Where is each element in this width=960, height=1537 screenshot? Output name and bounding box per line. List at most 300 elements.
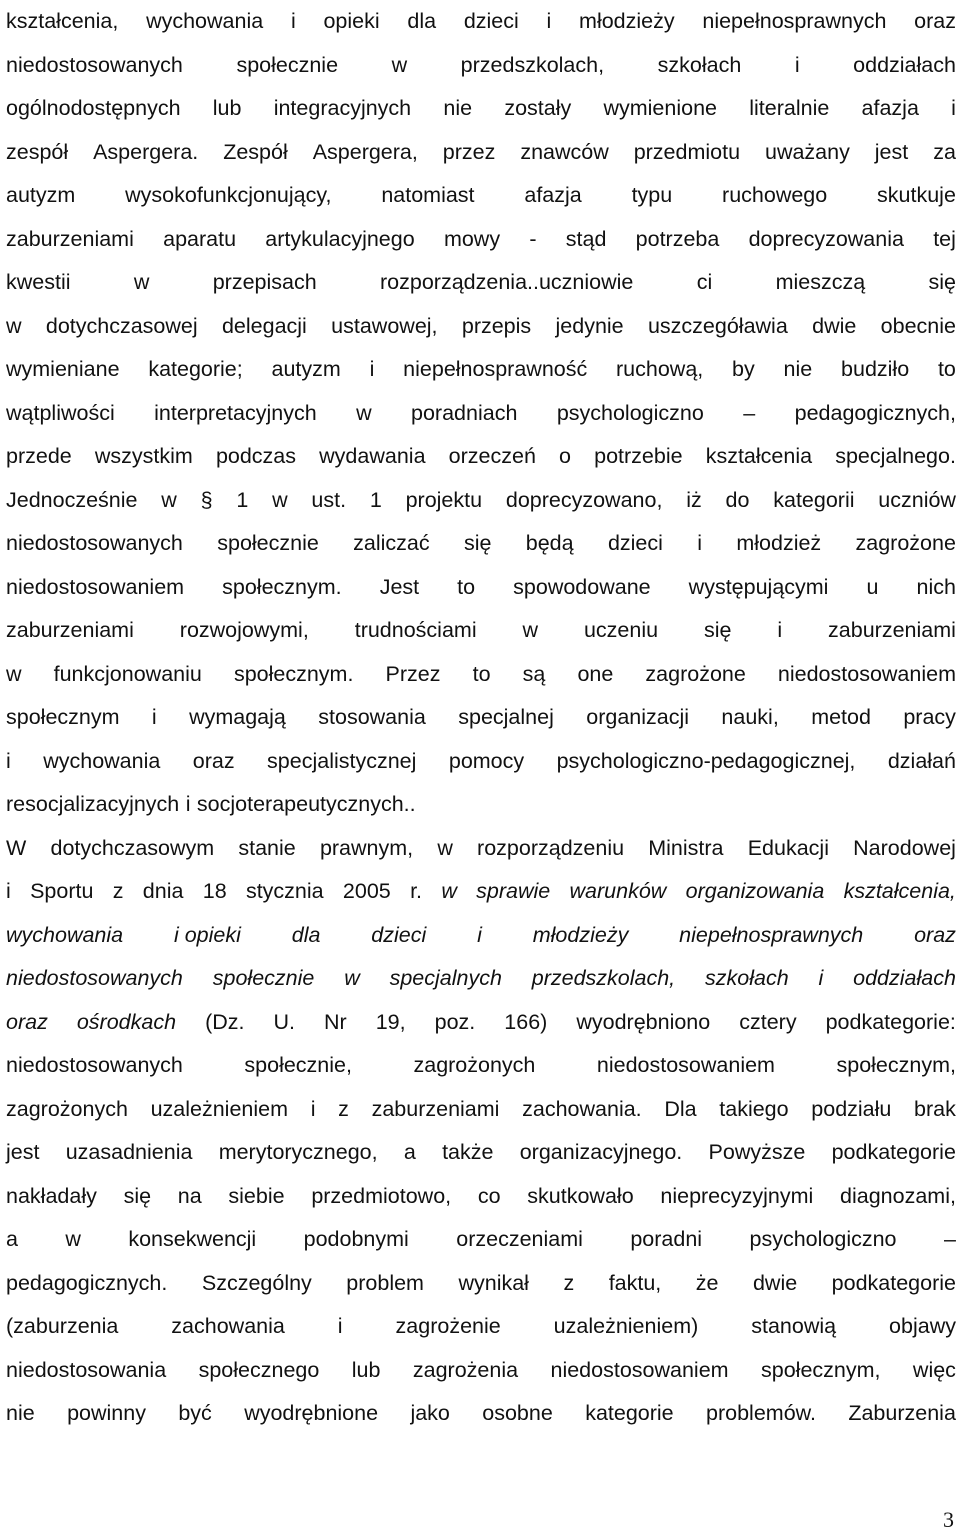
- word: kwestii: [6, 270, 71, 294]
- word: uważany: [764, 139, 850, 164]
- word: młodzieży: [532, 922, 629, 947]
- word: oraz: [914, 922, 956, 947]
- word: i: [185, 792, 191, 816]
- word: zachowania.: [522, 1096, 642, 1121]
- word: niedostosowaniem: [6, 574, 185, 599]
- word: diagnozami,: [840, 1183, 956, 1208]
- word: Sportu: [30, 879, 94, 903]
- word: nakładały: [6, 1183, 97, 1208]
- word: uszczegóławia: [647, 313, 788, 338]
- word: zaburzeniami: [6, 618, 134, 642]
- word: 1: [369, 487, 382, 512]
- word: afazja: [524, 183, 582, 207]
- text-line: [6, 131, 956, 175]
- text-line: [6, 609, 956, 653]
- word: zagrożone: [645, 661, 746, 686]
- word: ci: [696, 270, 713, 294]
- word: Szczególny: [201, 1270, 312, 1295]
- word: problem: [346, 1270, 424, 1295]
- word: i: [6, 748, 11, 773]
- word: opieki: [323, 9, 380, 33]
- word: 166): [504, 1009, 548, 1034]
- word: z: [563, 1270, 575, 1295]
- word: w: [441, 879, 457, 903]
- word: u: [866, 574, 879, 599]
- text-line: [6, 348, 956, 392]
- word: wyodrębniono: [576, 1009, 711, 1034]
- word: one: [577, 661, 614, 686]
- word: merytorycznego,: [218, 1140, 378, 1164]
- word: w: [161, 487, 177, 512]
- word: w: [391, 52, 408, 77]
- word: potrzeba: [635, 226, 720, 251]
- word: i: [369, 357, 375, 381]
- word: zagrożenia: [412, 1357, 519, 1382]
- word: iż: [686, 487, 702, 512]
- word: typu: [631, 183, 673, 207]
- word: i: [818, 966, 824, 990]
- word: projektu: [405, 487, 483, 512]
- word: uczniów: [878, 487, 956, 512]
- word: podkategorie: [831, 1140, 956, 1164]
- text-line: [6, 566, 956, 610]
- word: orzeczeń: [448, 444, 536, 468]
- text-line: [6, 1305, 956, 1349]
- word: oraz: [6, 1009, 48, 1034]
- word: kształcenia: [705, 444, 813, 468]
- word: podczas: [215, 444, 297, 468]
- word: że: [695, 1270, 719, 1295]
- word: za: [933, 139, 956, 164]
- word: niedostosowanych: [6, 52, 183, 77]
- text-line: [6, 0, 956, 44]
- text-line: [6, 783, 956, 827]
- word: wychowania: [146, 9, 264, 33]
- word: dzieci: [463, 9, 519, 33]
- word: szkołach: [705, 966, 789, 990]
- text-line: [6, 1218, 956, 1262]
- word: w: [344, 966, 360, 990]
- word: Przez: [385, 661, 441, 686]
- word: niedostosowaniem: [596, 1053, 775, 1077]
- word: dla: [291, 922, 321, 947]
- word: funkcjonowaniu: [53, 661, 202, 686]
- word: specjalnego.: [835, 444, 956, 468]
- word: oddziałach: [853, 52, 956, 77]
- word: specjalnych: [389, 966, 502, 990]
- text-line: [6, 1088, 956, 1132]
- word: nie: [443, 96, 473, 120]
- word: niedostosowaniem: [777, 661, 956, 686]
- text-line: [6, 1392, 956, 1436]
- word: mowy: [443, 226, 501, 251]
- text-line: [6, 696, 956, 740]
- word: Aspergera,: [312, 139, 418, 164]
- word: wydawania: [319, 444, 426, 468]
- word: z: [112, 879, 124, 903]
- word: obecnie: [880, 313, 956, 338]
- word: uzależnieniem): [553, 1314, 699, 1338]
- word: w: [522, 618, 539, 642]
- word: wynikał: [458, 1270, 529, 1295]
- word: faktu,: [608, 1270, 662, 1295]
- word: niepełnosprawnych: [679, 922, 864, 947]
- word: pedagogicznych,: [794, 400, 956, 425]
- word: w: [272, 487, 288, 512]
- word: by: [732, 357, 755, 381]
- word: kształcenia,: [843, 879, 956, 903]
- word: dzieci: [371, 922, 427, 947]
- word: pomocy: [448, 748, 525, 773]
- word: sprawie: [476, 879, 551, 903]
- word: rozporządzenia..uczniowie: [380, 270, 634, 294]
- word: delegacji: [221, 313, 307, 338]
- word: lub: [212, 96, 242, 120]
- word: trudnościami: [354, 618, 477, 642]
- word: resocjalizacyjnych: [6, 792, 180, 816]
- word: niedostosowanych: [6, 1053, 183, 1077]
- word: nie: [783, 357, 813, 381]
- word: przepisach: [212, 270, 317, 294]
- word: autyzm: [271, 357, 341, 381]
- text-line: [6, 827, 956, 871]
- word: społecznego: [198, 1357, 320, 1382]
- word: poradniach: [411, 400, 518, 425]
- word: podkategorie: [831, 1270, 956, 1295]
- word: przedszkolach,: [531, 966, 676, 990]
- word: spowodowane: [513, 574, 651, 599]
- word: zostały: [504, 96, 572, 120]
- word: orzeczeniami: [456, 1227, 583, 1251]
- text-line: [6, 174, 956, 218]
- word: wszystkim: [94, 444, 193, 468]
- word: uzależnieniem: [150, 1096, 289, 1121]
- word: jest: [874, 139, 909, 164]
- word: -: [529, 226, 537, 251]
- word: uzasadnienia: [65, 1140, 193, 1164]
- word: (Dz.: [205, 1009, 245, 1034]
- text-line: [6, 1044, 956, 1088]
- word: W: [6, 835, 27, 860]
- word: niedostosowaniem: [550, 1357, 729, 1382]
- word: kształcenia,: [6, 9, 119, 33]
- word: społecznym,: [836, 1053, 956, 1077]
- text-line: [6, 522, 956, 566]
- word: niedostosowania: [6, 1357, 167, 1382]
- word: organizowania: [685, 879, 825, 903]
- word: a: [403, 1140, 416, 1164]
- word: zagrożonych: [413, 1053, 536, 1077]
- word: interpretacyjnych: [154, 400, 317, 425]
- text-line: [6, 479, 956, 523]
- word: mieszczą: [775, 270, 866, 294]
- word: działań: [887, 748, 956, 773]
- word: młodzież: [736, 531, 822, 555]
- word: uczeniu: [583, 618, 659, 642]
- word: 18: [202, 879, 227, 903]
- word: poz.: [434, 1009, 476, 1034]
- word: przedmiotu: [633, 139, 741, 164]
- word: społecznym: [6, 705, 120, 729]
- word: to: [472, 661, 491, 686]
- word: przez: [442, 139, 496, 164]
- word: Jest: [379, 574, 420, 599]
- word: zagrożonych: [6, 1096, 128, 1121]
- word: metod: [811, 705, 871, 729]
- word: i: [6, 879, 11, 903]
- word: i: [777, 618, 783, 642]
- word: wychowania: [6, 922, 124, 947]
- word: socjoterapeutycznych..: [196, 792, 416, 816]
- word: dwie: [752, 1270, 798, 1295]
- word: skutkowało: [527, 1183, 634, 1208]
- word: brak: [914, 1096, 956, 1121]
- word: dzieci: [607, 531, 663, 555]
- word: integracyjnych: [273, 96, 412, 120]
- word: zachowania: [171, 1314, 285, 1338]
- word: i: [697, 531, 703, 555]
- word: Powyższe: [708, 1140, 806, 1164]
- text-line: [6, 740, 956, 784]
- word: dotychczasowym: [50, 835, 215, 860]
- word: literalnie: [749, 96, 830, 120]
- word: Dla: [664, 1096, 697, 1121]
- word: w: [6, 313, 22, 338]
- word: potrzebie: [594, 444, 683, 468]
- word: dwie: [812, 313, 857, 338]
- text-line: [6, 914, 956, 958]
- word: §: [200, 487, 213, 512]
- word: kategorii: [773, 487, 855, 512]
- word: organizacyjnego.: [519, 1140, 683, 1164]
- word: wymienione: [603, 96, 717, 120]
- word: szkołach: [657, 52, 742, 77]
- word: artykulacyjnego: [265, 226, 415, 251]
- word: się: [703, 618, 732, 642]
- word: ustawowej,: [331, 313, 438, 338]
- word: zagrożenie: [395, 1314, 501, 1338]
- word: nauki,: [721, 705, 779, 729]
- word: się: [463, 531, 492, 555]
- word: (zaburzenia: [6, 1314, 119, 1338]
- word: Jednocześnie: [6, 487, 138, 512]
- word: doprecyzowania: [748, 226, 904, 251]
- word: Edukacji: [747, 835, 829, 860]
- word: przede: [6, 444, 72, 468]
- word: psychologiczno-pedagogicznej,: [556, 748, 856, 773]
- word: podkategorie:: [825, 1009, 956, 1034]
- word: oraz: [192, 748, 235, 773]
- word: jest: [6, 1140, 40, 1164]
- word: pedagogicznych.: [6, 1270, 168, 1295]
- text-line: [6, 392, 956, 436]
- word: Aspergera.: [93, 139, 199, 164]
- word: przepis: [461, 313, 532, 338]
- word: występującymi: [688, 574, 829, 599]
- word: organizacji: [586, 705, 690, 729]
- word: stanie: [238, 835, 296, 860]
- word: i: [546, 9, 552, 33]
- word: społecznym.: [233, 661, 354, 686]
- word: siebie: [228, 1183, 285, 1208]
- word: zaburzeniami: [828, 618, 956, 642]
- word: społecznie: [236, 52, 339, 77]
- word: ruchową,: [616, 357, 704, 381]
- word: jako: [410, 1401, 450, 1425]
- word: stycznia: [245, 879, 324, 903]
- word: –: [943, 1227, 956, 1251]
- word: rozporządzeniu: [477, 835, 625, 860]
- word: stanowią: [751, 1314, 837, 1338]
- text-line: [6, 957, 956, 1001]
- word: nich: [916, 574, 956, 599]
- word: doprecyzowano,: [505, 487, 663, 512]
- word: oraz: [914, 9, 956, 33]
- word: także: [442, 1140, 494, 1164]
- word: wychowania: [43, 748, 161, 773]
- text-line: [6, 1175, 956, 1219]
- word: oddziałach: [853, 966, 956, 990]
- word: wysokofunkcjonujący,: [125, 183, 332, 207]
- text-line: [6, 305, 956, 349]
- word: i: [951, 96, 956, 120]
- word: 2005: [342, 879, 391, 903]
- text-line: [6, 87, 956, 131]
- text-line: [6, 44, 956, 88]
- word: wątpliwości: [6, 400, 115, 425]
- word: problemów.: [706, 1401, 816, 1425]
- page-number: 3: [943, 1507, 954, 1532]
- word: powinny: [67, 1401, 146, 1425]
- word: skutkuje: [877, 183, 956, 207]
- word: nie: [6, 1401, 35, 1425]
- word: –: [743, 400, 756, 425]
- text-line: [6, 653, 956, 697]
- word: i: [337, 1314, 343, 1338]
- word: ruchowego: [722, 183, 828, 207]
- word: Zespół: [223, 139, 288, 164]
- word: tej: [933, 226, 956, 251]
- word: co: [477, 1183, 501, 1208]
- text-line: [6, 1349, 956, 1393]
- word: być: [178, 1401, 212, 1425]
- text-line: [6, 1001, 956, 1045]
- word: objawy: [889, 1314, 956, 1338]
- word: lub: [351, 1357, 381, 1382]
- word: konsekwencji: [128, 1227, 257, 1251]
- word: podobnymi: [303, 1227, 409, 1251]
- word: dotychczasowej: [45, 313, 198, 338]
- word: podziału: [811, 1096, 892, 1121]
- word: osobne: [482, 1401, 553, 1425]
- word: zaburzeniami: [6, 226, 134, 251]
- word: na: [177, 1183, 202, 1208]
- word: takiego: [719, 1096, 789, 1121]
- word: i: [477, 922, 482, 947]
- word: Nr: [324, 1009, 347, 1034]
- word: niepełnosprawność: [403, 357, 588, 381]
- word: U.: [273, 1009, 295, 1034]
- text-line: [6, 261, 956, 305]
- word: niedostosowanych: [6, 531, 183, 555]
- word: wyodrębnione: [244, 1401, 379, 1425]
- word: wymagają: [189, 705, 286, 729]
- word: dnia: [142, 879, 184, 903]
- word: kategorie;: [148, 357, 243, 381]
- word: i: [290, 9, 296, 33]
- word: ust.: [311, 487, 347, 512]
- word: kategorie: [585, 1401, 674, 1425]
- word: w: [356, 400, 372, 425]
- word: młodzieży: [579, 9, 675, 33]
- word: w: [133, 270, 150, 294]
- word: jedynie: [555, 313, 624, 338]
- word: afazja: [861, 96, 919, 120]
- word: Narodowej: [853, 835, 956, 860]
- word: specjalnej: [458, 705, 554, 729]
- word: i opieki: [173, 922, 241, 947]
- word: stosowania: [318, 705, 426, 729]
- word: ośrodkach: [76, 1009, 177, 1034]
- word: nieprecyzyjnymi: [660, 1183, 814, 1208]
- word: się: [123, 1183, 152, 1208]
- word: rozwojowymi,: [179, 618, 309, 642]
- word: z: [338, 1096, 349, 1121]
- word: to: [937, 357, 956, 381]
- word: cztery: [739, 1009, 797, 1034]
- word: w: [437, 835, 453, 860]
- word: społecznie,: [244, 1053, 352, 1077]
- word: poradni: [630, 1227, 703, 1251]
- word: społecznie: [212, 966, 315, 990]
- word: stąd: [565, 226, 607, 251]
- word: 19,: [375, 1009, 406, 1034]
- word: więc: [912, 1357, 956, 1382]
- word: społecznym,: [761, 1357, 881, 1382]
- word: 1: [236, 487, 249, 512]
- word: a: [6, 1227, 18, 1251]
- word: w: [6, 661, 22, 686]
- word: pracy: [903, 705, 956, 729]
- word: ogólnodostępnych: [6, 96, 181, 120]
- word: społecznym.: [222, 574, 342, 599]
- word: się: [928, 270, 956, 294]
- text-line: [6, 1131, 956, 1175]
- word: przedmiotowo,: [311, 1183, 452, 1208]
- word: i: [151, 705, 157, 729]
- word: do: [725, 487, 750, 512]
- word: zaburzeniami: [371, 1096, 500, 1121]
- word: prawnym,: [319, 835, 414, 860]
- word: to: [457, 574, 476, 599]
- word: specjalistycznej: [267, 748, 417, 773]
- word: zagrożone: [855, 531, 956, 555]
- word: autyzm: [6, 183, 76, 207]
- word: psychologiczno: [556, 400, 704, 425]
- word: niepełnosprawnych: [702, 9, 887, 33]
- text-line: [6, 218, 956, 262]
- word: i: [310, 1096, 316, 1121]
- word: zaliczać: [353, 531, 430, 555]
- body-text: [6, 0, 956, 1436]
- word: społecznie: [217, 531, 319, 555]
- word: wymieniane: [6, 357, 120, 381]
- word: i: [794, 52, 800, 77]
- word: o: [559, 444, 571, 468]
- word: w: [65, 1227, 81, 1251]
- word: będą: [525, 531, 574, 555]
- word: r.: [410, 879, 423, 903]
